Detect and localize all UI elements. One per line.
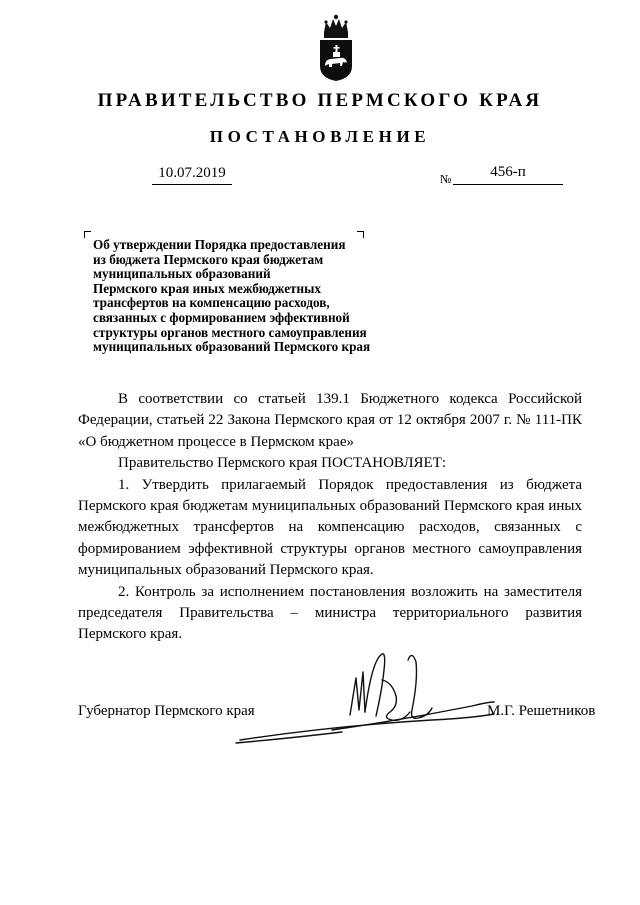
number-sign: № <box>440 172 452 186</box>
subject-line: муниципальных образований <box>93 266 271 282</box>
document-body <box>78 389 582 646</box>
resolution-paragraph: Правительство Пермского края ПОСТАНОВЛЯЕТ: <box>118 455 447 472</box>
signatory-position: Губернатор Пермского края <box>78 703 255 719</box>
signatory-name: М.Г. Решетников <box>487 703 596 719</box>
title-corner-left <box>84 231 91 238</box>
clause-1-paragraph: 1. Утвердить прилагаемый Порядок предоставления из бюджета Пермского края бюджетам муниципальных образований Пермского края иных межбюджетных трансфертов на компенсацию расходов, связанных с формированием эффективной структуры органов местного самоуправления муниципальных образований Пермского края. <box>78 476 582 579</box>
government-title: ПРАВИТЕЛЬСТВО ПЕРМСКОГО КРАЯ <box>97 90 543 111</box>
subject-line: связанных с формированием эффективной <box>93 309 350 325</box>
document-subject <box>93 238 433 355</box>
coat-of-arms-emblem <box>316 14 356 82</box>
subject-line: структуры органов местного самоуправления <box>93 324 367 340</box>
document-number: 456-п <box>453 164 563 185</box>
subject-line: Пермского края иных межбюджетных <box>93 280 322 296</box>
subject-line: трансфертов на компенсацию расходов, <box>93 295 330 311</box>
title-corner-right <box>357 231 364 238</box>
subject-line: муниципальных образований Пермского края <box>93 339 371 355</box>
handwritten-signature <box>232 640 502 750</box>
clause-2-paragraph: 2. Контроль за исполнением постановления возложить на заместителя председателя Правительства – министра территориального развития Пермского края. <box>78 583 582 643</box>
signature-block <box>0 640 640 760</box>
preamble-paragraph: В соответствии со статьей 139.1 Бюджетного кодекса Российской Федерации, статьей 22 Закона Пермского края от 12 октября 2007 г. № 111-ПК «О бюджетном процессе в Пермском крае» <box>78 391 582 450</box>
document-type: ПОСТАНОВЛЕНИЕ <box>209 127 431 146</box>
document-date: 10.07.2019 <box>152 165 232 185</box>
subject-line: из бюджета Пермского края бюджетам <box>93 251 324 267</box>
subject-line: Об утверждении Порядка предоставления <box>93 237 346 252</box>
